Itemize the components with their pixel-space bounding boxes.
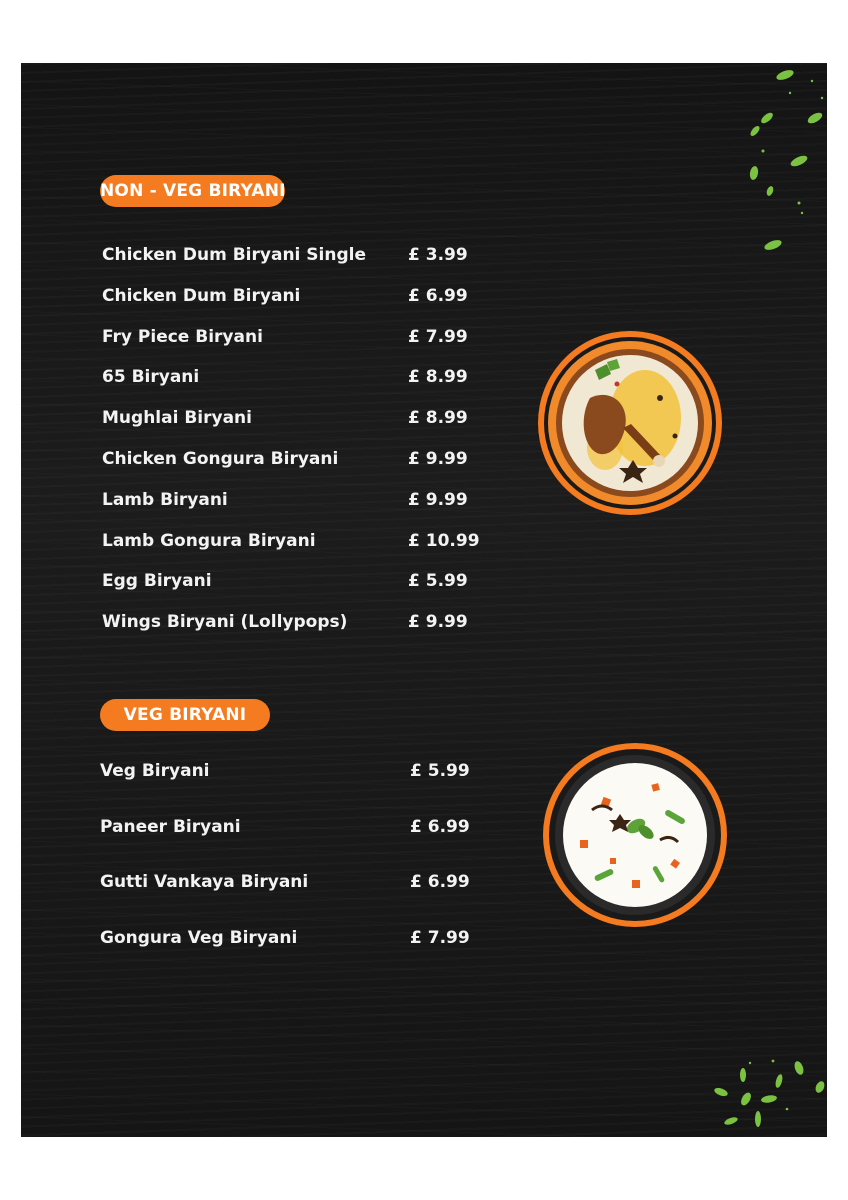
- veg-menu-list: [100, 761, 480, 984]
- item-name: Mughlai Biryani: [102, 408, 252, 429]
- menu-item: [102, 490, 482, 531]
- menu-item: [102, 612, 482, 653]
- item-name: Chicken Dum Biryani Single: [102, 245, 366, 265]
- menu-item: [102, 286, 482, 327]
- item-price: £ 9.99: [408, 448, 468, 469]
- menu-item: [102, 367, 482, 408]
- item-price: £ 5.99: [408, 571, 468, 592]
- menu-item: [102, 571, 482, 612]
- item-name: Wings Biryani (Lollypops): [102, 612, 348, 633]
- menu-item: [102, 245, 482, 286]
- item-price: £ 9.99: [408, 612, 468, 633]
- item-price: £ 3.99: [408, 245, 468, 265]
- item-price: £ 6.99: [408, 285, 468, 306]
- leaves-decoration-bottom: [627, 1047, 827, 1137]
- menu-item: [102, 531, 482, 572]
- item-price: £ 8.99: [408, 408, 468, 429]
- item-name: Lamb Biryani: [102, 489, 228, 510]
- menu-item: [100, 817, 480, 873]
- menu-item: [100, 761, 480, 817]
- item-price: £ 8.99: [408, 367, 468, 388]
- item-name: Fry Piece Biryani: [102, 326, 263, 347]
- item-price: £ 7.99: [408, 326, 468, 347]
- item-name: Chicken Gongura Biryani: [102, 448, 339, 469]
- menu-item: [102, 327, 482, 368]
- item-price: £ 6.99: [410, 816, 470, 837]
- menu-item: [100, 928, 480, 984]
- menu-item: [102, 449, 482, 490]
- item-name: Veg Biryani: [100, 761, 210, 781]
- item-price: £ 5.99: [410, 761, 470, 781]
- section-title-veg: VEG BIRYANI: [100, 699, 270, 731]
- leaves-decoration-top: [627, 63, 827, 263]
- item-name: Paneer Biryani: [100, 816, 241, 837]
- menu-item: [100, 872, 480, 928]
- item-price: £ 7.99: [410, 928, 470, 949]
- item-name: Gutti Vankaya Biryani: [100, 872, 309, 893]
- item-name: Egg Biryani: [102, 571, 212, 592]
- chicken-biryani-photo: [535, 328, 725, 518]
- item-price: £ 9.99: [408, 489, 468, 510]
- item-name: 65 Biryani: [102, 367, 200, 388]
- item-name: Chicken Dum Biryani: [102, 285, 301, 306]
- non-veg-menu-list: [102, 245, 482, 653]
- item-name: Lamb Gongura Biryani: [102, 530, 316, 551]
- item-name: Gongura Veg Biryani: [100, 928, 298, 949]
- item-price: £ 10.99: [408, 530, 480, 551]
- menu-board: [21, 63, 827, 1137]
- section-title-non-veg: NON - VEG BIRYANI: [100, 175, 285, 207]
- item-price: £ 6.99: [410, 872, 470, 893]
- veg-biryani-photo: [540, 740, 730, 930]
- menu-item: [102, 408, 482, 449]
